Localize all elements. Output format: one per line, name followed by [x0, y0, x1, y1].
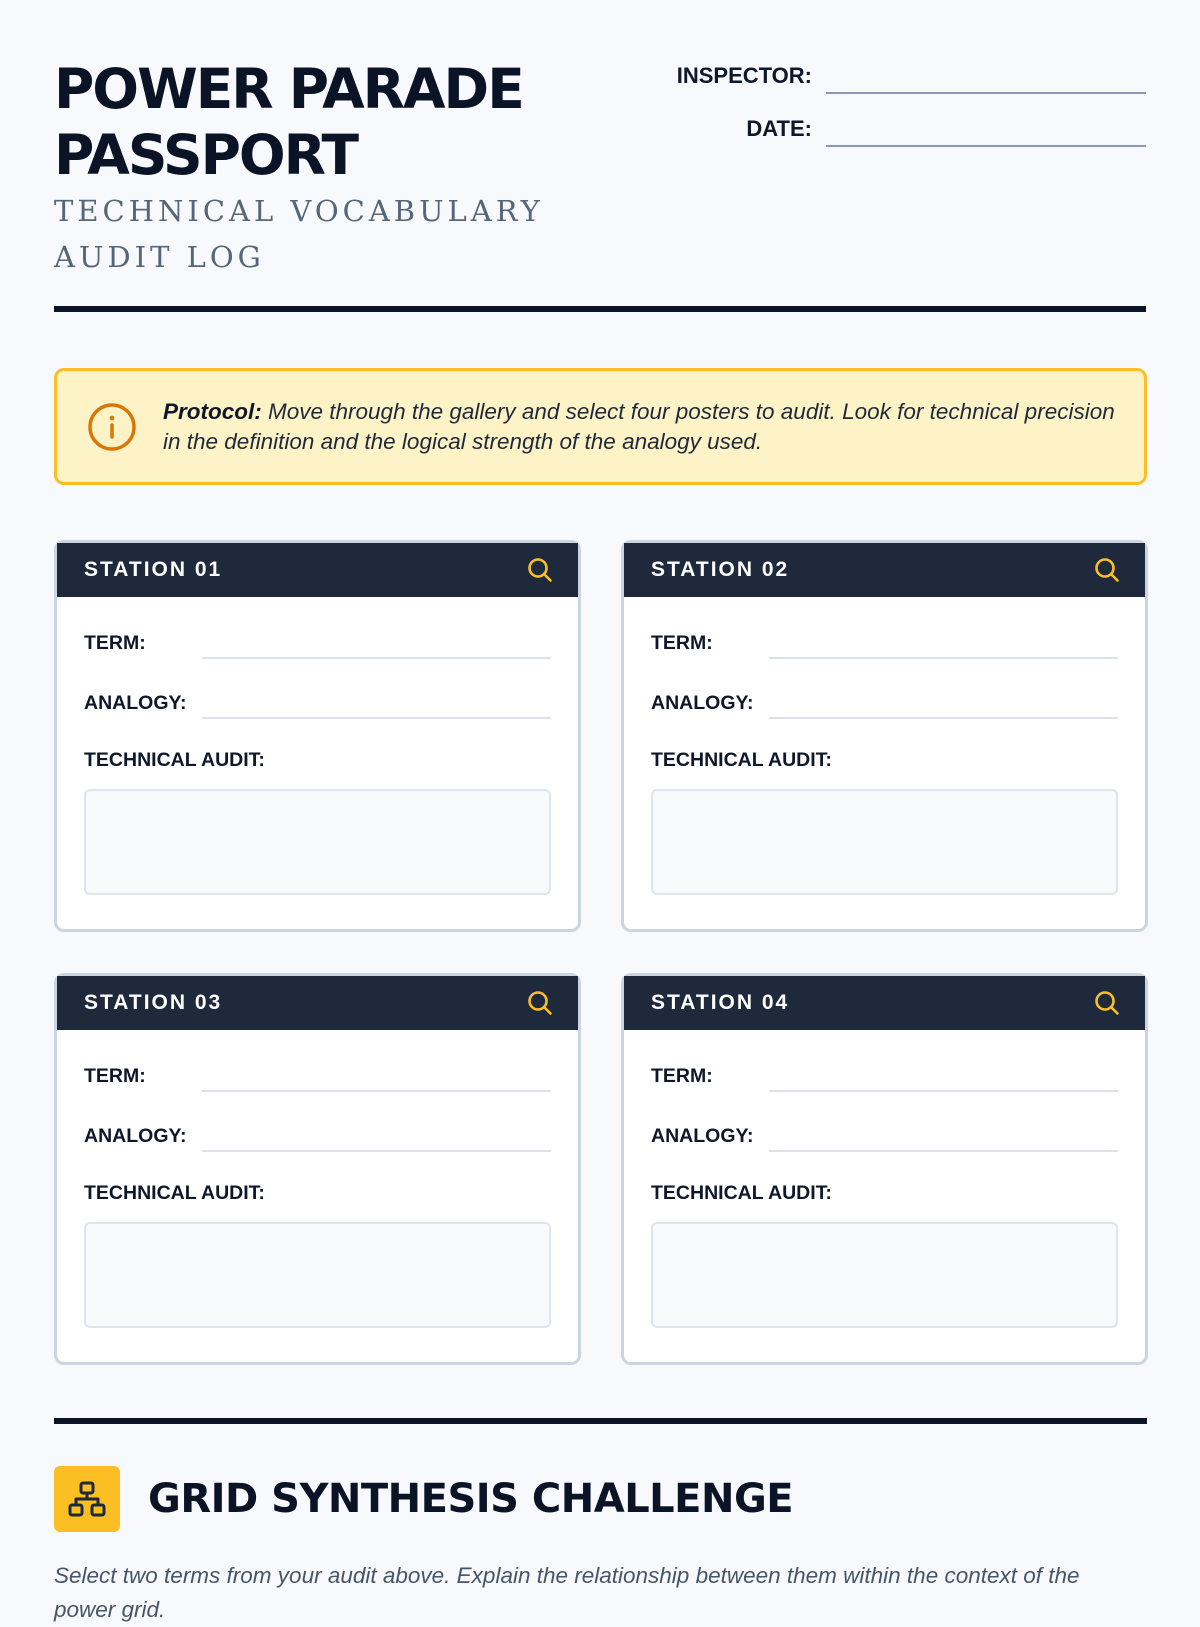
station-title: STATION 01: [84, 558, 223, 581]
term-label: TERM:: [651, 632, 713, 654]
analogy-field: [84, 685, 551, 719]
technical-audit-label: TECHNICAL AUDIT:: [84, 749, 265, 771]
station-card-01: [54, 540, 581, 932]
station-card-04: [621, 973, 1148, 1365]
header-divider: [54, 306, 1146, 312]
term-input-line[interactable]: [769, 1090, 1118, 1092]
analogy-field: [651, 1118, 1118, 1152]
technical-audit-box[interactable]: [84, 789, 551, 895]
station-header: [57, 976, 578, 1030]
term-field: [651, 1058, 1118, 1092]
technical-audit-box[interactable]: [651, 789, 1118, 895]
analogy-input-line[interactable]: [769, 1150, 1118, 1152]
analogy-field: [651, 685, 1118, 719]
search-icon: [1093, 556, 1121, 584]
protocol-body: Move through the gallery and select four posters to audit. Look for technical precision in the definition and the logical strength of the analogy used.: [163, 398, 1115, 454]
page-subtitle: TECHNICAL VOCABULARY AUDIT LOG: [54, 194, 544, 274]
analogy-label: ANALOGY:: [651, 692, 754, 714]
date-row: [626, 109, 1146, 147]
page-header: [54, 0, 1146, 318]
analogy-input-line[interactable]: [202, 717, 551, 719]
station-header: [624, 543, 1145, 597]
inspector-meta: [626, 56, 1146, 162]
term-input-line[interactable]: [769, 657, 1118, 659]
station-header: [57, 543, 578, 597]
term-field: [651, 625, 1118, 659]
search-icon: [526, 989, 554, 1017]
station-title: STATION 03: [84, 991, 223, 1014]
section-divider: [54, 1418, 1147, 1424]
term-label: TERM:: [84, 1065, 146, 1087]
station-card-02: [621, 540, 1148, 932]
network-hierarchy-icon: [67, 1479, 107, 1519]
station-title: STATION 04: [651, 991, 790, 1014]
inspector-row: [626, 56, 1146, 94]
date-label: DATE:: [746, 116, 812, 141]
analogy-label: ANALOGY:: [84, 692, 187, 714]
term-input-line[interactable]: [202, 657, 551, 659]
synthesis-icon-badge: [54, 1466, 120, 1532]
term-field: [84, 625, 551, 659]
technical-audit-box[interactable]: [84, 1222, 551, 1328]
technical-audit-label: TECHNICAL AUDIT:: [84, 1182, 265, 1204]
term-input-line[interactable]: [202, 1090, 551, 1092]
date-field[interactable]: [826, 117, 1146, 147]
term-field: [84, 1058, 551, 1092]
term-label: TERM:: [84, 632, 146, 654]
analogy-input-line[interactable]: [202, 1150, 551, 1152]
analogy-field: [84, 1118, 551, 1152]
station-card-03: [54, 973, 581, 1365]
inspector-label: INSPECTOR:: [676, 63, 812, 88]
station-title: STATION 02: [651, 558, 790, 581]
synthesis-description: Select two terms from your audit above. Explain the relationship between them within the context of the power grid.: [54, 1563, 1080, 1622]
page-title: POWER PARADE PASSPORT: [54, 57, 523, 187]
protocol-callout: [54, 368, 1147, 485]
search-icon: [526, 556, 554, 584]
analogy-label: ANALOGY:: [651, 1125, 754, 1147]
station-header: [624, 976, 1145, 1030]
analogy-input-line[interactable]: [769, 717, 1118, 719]
technical-audit-box[interactable]: [651, 1222, 1118, 1328]
protocol-lead: Protocol:: [163, 398, 262, 424]
info-circle-icon: [85, 400, 139, 454]
protocol-text: [163, 397, 1118, 457]
technical-audit-label: TECHNICAL AUDIT:: [651, 749, 832, 771]
inspector-field[interactable]: [826, 64, 1146, 94]
term-label: TERM:: [651, 1065, 713, 1087]
search-icon: [1093, 989, 1121, 1017]
analogy-label: ANALOGY:: [84, 1125, 187, 1147]
technical-audit-label: TECHNICAL AUDIT:: [651, 1182, 832, 1204]
synthesis-title: GRID SYNTHESIS CHALLENGE: [148, 1476, 794, 1522]
